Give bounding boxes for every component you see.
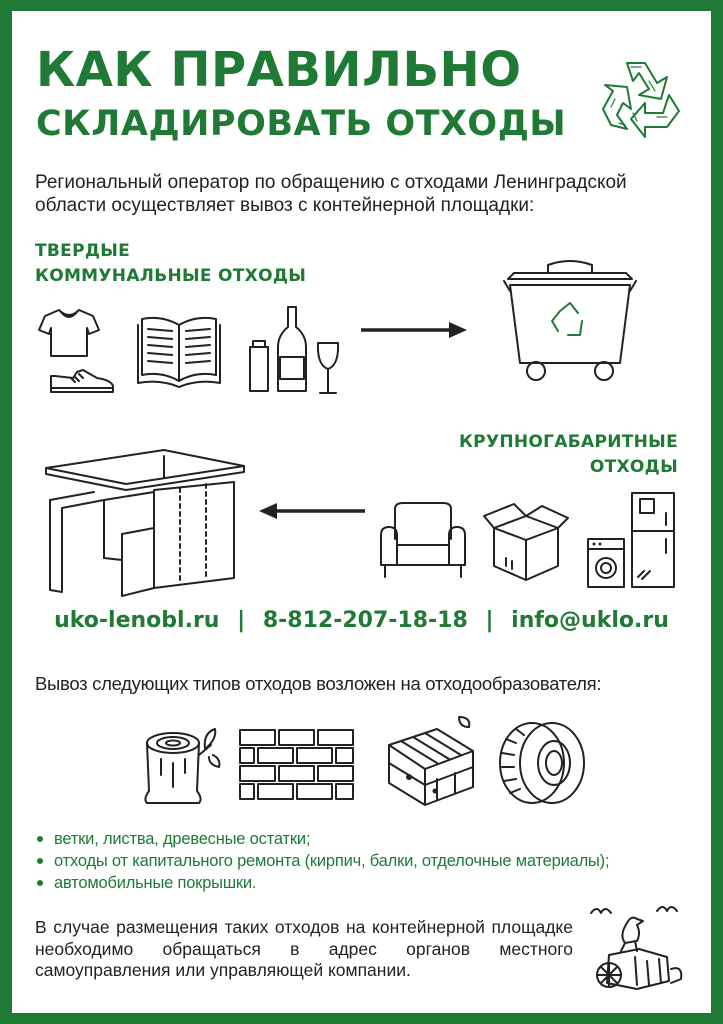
bulky-waste-heading-line1: КРУПНОГАБАРИТНЫЕ [458, 432, 678, 452]
list-item: отходы от капитального ремонта (кирпич, балки, отделочные материалы); [34, 850, 609, 872]
phone-number[interactable]: 8-812-207-18-18 [262, 608, 468, 633]
bird-on-trash-icon [587, 899, 687, 999]
tshirt-icon [37, 308, 101, 360]
contacts-separator-1: | [237, 608, 246, 633]
tree-stump-icon [139, 719, 219, 807]
recycle-icon [597, 51, 687, 141]
refrigerator-icon [630, 491, 676, 589]
bulky-waste-heading-line2: ОТХОДЫ [589, 457, 678, 477]
wine-glass-icon [315, 341, 341, 397]
page-title-line2: СКЛАДИРОВАТЬ ОТХОДЫ [36, 104, 567, 144]
solid-waste-heading-line2: КОММУНАЛЬНЫЕ ОТХОДЫ [35, 266, 307, 286]
book-icon [136, 311, 222, 391]
list-item: автомобильные покрышки. [34, 872, 609, 894]
website-link[interactable]: uko-lenobl.ru [54, 608, 220, 633]
arrow-left-icon [257, 501, 367, 521]
poster [12, 11, 711, 1013]
intro-text: Региональный оператор по обращению с отходами Ленинградской области осуществляет вывоз с контейнерной площадки: [35, 172, 627, 216]
list-item: ветки, листва, древесные остатки; [34, 828, 609, 850]
contacts-line [12, 608, 711, 633]
washing-machine-icon [586, 537, 626, 589]
arrow-right-icon [359, 320, 469, 340]
container-shelter-icon [44, 448, 244, 598]
bullet-list [34, 828, 609, 894]
page-title-line1: КАК ПРАВИЛЬНО [36, 42, 522, 98]
cardboard-box-icon [482, 498, 570, 584]
bottles-icon [246, 303, 312, 395]
email-link[interactable]: info@uklo.ru [511, 608, 669, 633]
waste-container-icon [500, 251, 640, 385]
shoe-icon [47, 366, 117, 398]
contacts-separator-2: | [485, 608, 494, 633]
solid-waste-heading-line1: ТВЕРДЫЕ [35, 241, 131, 261]
bulky-waste-heading [412, 430, 678, 480]
solid-waste-heading [35, 239, 306, 289]
tire-icon [496, 719, 588, 807]
wooden-beams-icon [379, 711, 479, 811]
armchair-icon [377, 499, 469, 581]
footnote-text: В случае размещения таких отходов на контейнерной площадке необходимо обращаться в адрес органов местного самоуправления или управляющей компании. [35, 917, 573, 980]
responsibility-text: Вывоз следующих типов отходов возложен на отходообразователя: [35, 673, 602, 694]
brick-wall-icon [238, 728, 356, 800]
